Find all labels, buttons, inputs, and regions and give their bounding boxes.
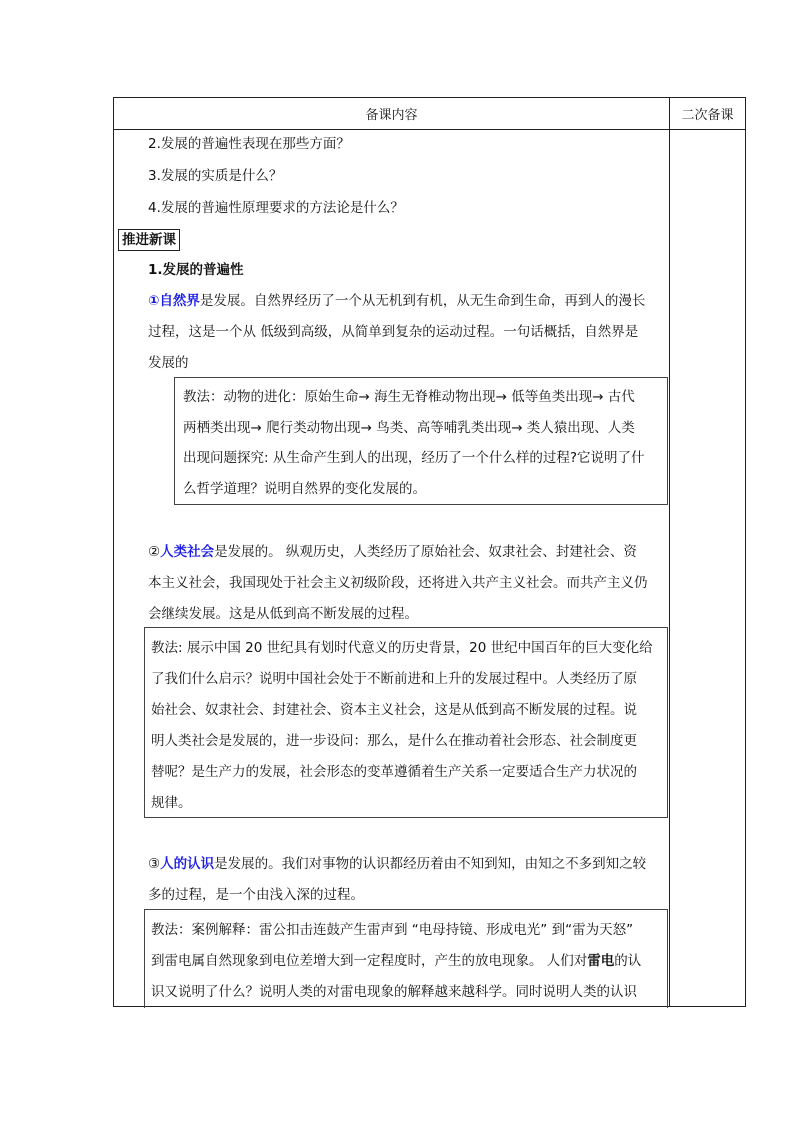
cognition-keyword: 人的认识	[160, 856, 215, 872]
society-method-line-2: 了我们什么启示？说明中国社会处于不断前进和上升的发展过程中。人类经历了原	[151, 671, 637, 687]
cognition-method-text-2-end: 的认	[614, 953, 642, 969]
cognition-text-1: 是发展的。我们对事物的认识都经历着由不知到知，由知之不多到知之较	[214, 856, 647, 872]
society-keyword: 人类社会	[160, 544, 215, 560]
cognition-method-text-2: 到雷电属自然现象到电位差增大到一定程度时，产生的放电现象。 人们对	[151, 953, 588, 969]
cognition-method-box	[144, 909, 668, 1008]
header-prep-content: 备课内容	[365, 108, 418, 123]
nature-paragraph-line-1	[148, 291, 645, 311]
header-divider	[114, 129, 745, 130]
society-text-1: 是发展的。 纵观历史，人类经历了原始社会、奴隶社会、封建社会、资	[214, 544, 637, 560]
cognition-paragraph-line-1	[148, 854, 646, 874]
society-paragraph-line-1	[148, 542, 637, 562]
cognition-method-keyword: 雷电	[587, 953, 615, 969]
question-2: 2.发展的普遍性表现在那些方面？	[148, 136, 350, 152]
society-method-box	[144, 627, 668, 818]
question-3: 3.发展的实质是什么？	[148, 168, 283, 184]
society-marker: ②	[148, 544, 161, 560]
nature-text-1: 是发展。自然界经历了一个从无机到有机，从无生命到生命，再到人的漫长	[199, 293, 646, 309]
nature-paragraph-line-2: 过程，这是一个从 低级到高级，从简单到复杂的运动过程。一句话概括，自然界是	[148, 324, 639, 340]
society-method-line-5: 替呢？是生产力的发展，社会形态的变革遵循着生产关系一定要适合生产力状况的	[151, 764, 637, 780]
question-4: 4.发展的普遍性原理要求的方法论是什么？	[148, 200, 404, 216]
society-method-line-1: 教法: 展示中国 20 世纪具有划时代意义的历史背景，20 世纪中国百年的巨大变化给	[151, 640, 653, 656]
cognition-paragraph-line-2: 多的过程，是一个由浅入深的过程。	[148, 887, 364, 903]
nature-method-line-2: 两栖类出现→ 爬行类动物出现→ 鸟类、高等哺乳类出现→ 类人猿出现、人类	[183, 420, 635, 436]
column-divider	[669, 98, 670, 1006]
nature-method-line-4: 么哲学道理？说明自然界的变化发展的。	[183, 481, 426, 497]
cognition-method-line-3: 识又说明了什么？说明人类的对雷电现象的解释越来越科学。同时说明人类的认识	[151, 984, 637, 1000]
nature-method-box	[174, 377, 668, 505]
new-lesson-tag: 推进新课	[118, 229, 180, 251]
nature-method-line-1: 教法：动物的进化：原始生命→ 海生无脊椎动物出现→ 低等鱼类出现→ 古代	[183, 389, 635, 405]
cognition-method-line-1: 教法：案例解释：雷公扣击连鼓产生雷声到 “电母持镜、形成电光” 到“雷为天怒”	[151, 922, 634, 938]
society-paragraph-line-2: 本主义社会，我国现处于社会主义初级阶段，还将进入共产主义社会。而共产主义仍	[148, 575, 648, 591]
section-title: 1.发展的普遍性	[148, 262, 244, 278]
cognition-method-line-2	[151, 951, 641, 971]
cognition-marker: ③	[148, 856, 161, 872]
nature-keyword: 自然界	[159, 293, 200, 309]
header-second-prep: 二次备课	[681, 108, 734, 123]
society-method-line-6: 规律。	[151, 795, 192, 811]
nature-paragraph-line-3: 发展的	[148, 355, 189, 371]
society-paragraph-line-3: 会继续发展。这是从低到高不断发展的过程。	[148, 606, 418, 622]
society-method-line-4: 明人类社会是发展的，进一步设问：那么，是什么在推动着社会形态、社会制度更	[151, 733, 637, 749]
nature-method-line-3: 出现问题探究: 从生命产生到人的出现，经历了一个什么样的过程?它说明了什	[183, 450, 645, 466]
society-method-line-3: 始社会、奴隶社会、封建社会、资本主义社会，这是从低到高不断发展的过程。说	[151, 702, 637, 718]
nature-marker: ①	[148, 293, 160, 309]
